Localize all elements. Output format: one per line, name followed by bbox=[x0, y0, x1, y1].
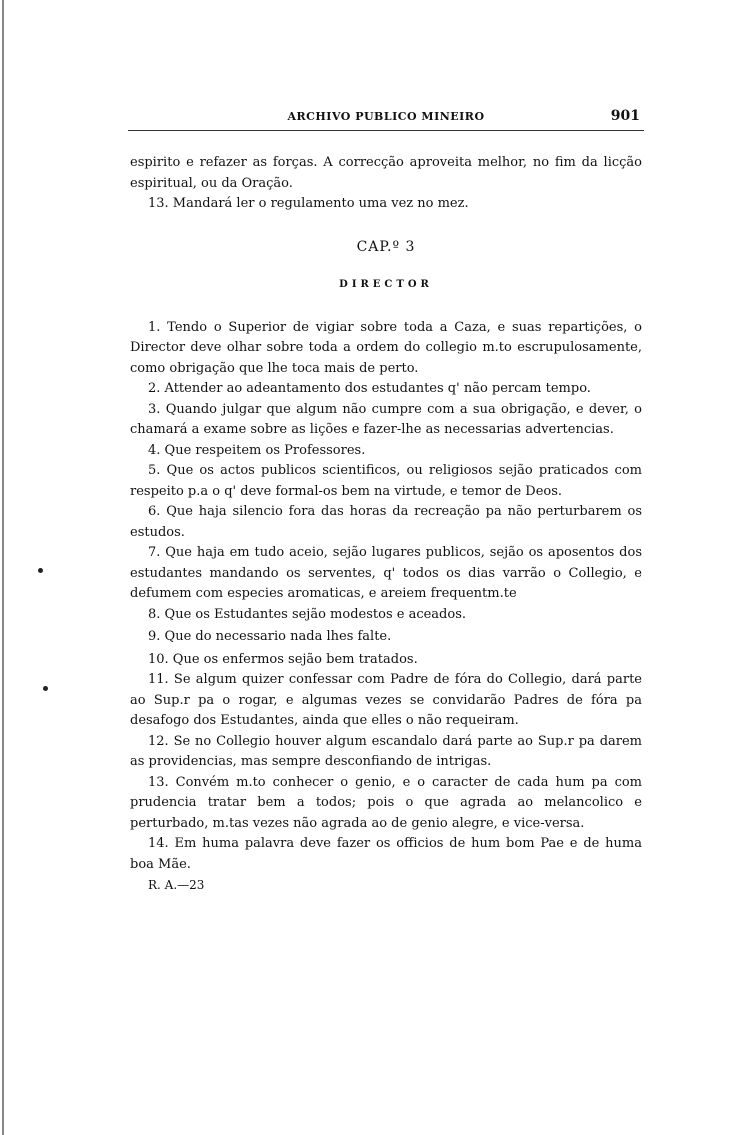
list-item: 3. Quando julgar que algum não cumpre com a sua obrigação, e dever, o chamará a exame sobre as lições e fazer-lhe as necessarias advertencias. bbox=[130, 401, 642, 437]
header-title: ARCHIVO PUBLICO MINEIRO bbox=[287, 110, 485, 123]
list-item: 7. Que haja em tudo aceio, sejão lugares publicos, sejão os aposentos dos estudantes mandando os serventes, q' todos os dias varrão o Collegio, e defumem com especies aromaticas, e areiem frequentm.te bbox=[130, 545, 642, 601]
list-item: 9. Que do necessario nada lhes falte. bbox=[148, 629, 392, 644]
signature-mark: R. A.—23 bbox=[148, 878, 205, 892]
page-edge-rule bbox=[2, 0, 4, 1135]
section-title: DIRECTOR bbox=[339, 279, 433, 290]
list-item: 5. Que os actos publicos scientificos, ou religiosos sejão praticados com respeito p.a o q' deve formal-os bem na virtude, e temor de Deos. bbox=[130, 463, 642, 499]
list-item: 8. Que os Estudantes sejão modestos e aceados. bbox=[148, 606, 466, 622]
margin-mark bbox=[43, 686, 48, 691]
body-text bbox=[130, 153, 642, 896]
list-item: 12. Se no Collegio houver algum escandalo dará parte ao Sup.r pa darem as providencias, mas sempre desconfiando de intrigas. bbox=[130, 733, 642, 769]
list-item: 2. Attender ao adeantamento dos estudantes q' não percam tempo. bbox=[148, 381, 591, 396]
list-item: 13. Convém m.to conhecer o genio, e o caracter de cada hum pa com prudencia tratar bem a todos; pois o que agrada ao melancolico e perturbado, m.tas vezes não agrada ao de genio alegre, e vice-versa. bbox=[130, 774, 642, 831]
margin-mark bbox=[38, 568, 43, 573]
list-item: 10. Que os enfermos sejão bem tratados. bbox=[148, 651, 418, 667]
list-item: 4. Que respeitem os Professores. bbox=[148, 442, 366, 458]
list-item: 11. Se algum quizer confessar com Padre de fóra do Collegio, dará parte ao Sup.r pa o rogar, e algumas vezes se convidarão Padres de fóra pa desafogo dos Estudantes, ainda que elles o não requeiram. bbox=[130, 672, 642, 728]
list-item: 6. Que haja silencio fora das horas da recreação pa não perturbarem os estudos. bbox=[130, 504, 642, 540]
list-item: 1. Tendo o Superior de vigiar sobre toda a Caza, e suas repartições, o Director deve olhar sobre toda a ordem do collegio m.to escrupulosamente, como obrigação que lhe toca mais de perto. bbox=[130, 319, 642, 376]
list-item: 14. Em huma palavra deve fazer os officios de hum bom Pae e de huma boa Mãe. bbox=[130, 836, 642, 872]
running-header bbox=[128, 108, 644, 131]
intro-item-13: 13. Mandará ler o regulamento uma vez no mez. bbox=[148, 196, 469, 211]
continuation-paragraph: espirito e refazer as forças. A correcção aproveita melhor, no fim da licção espiritual, ou da Oração. bbox=[130, 155, 642, 191]
chapter-label: CAP.º 3 bbox=[356, 238, 416, 255]
page-number: 901 bbox=[610, 108, 640, 124]
